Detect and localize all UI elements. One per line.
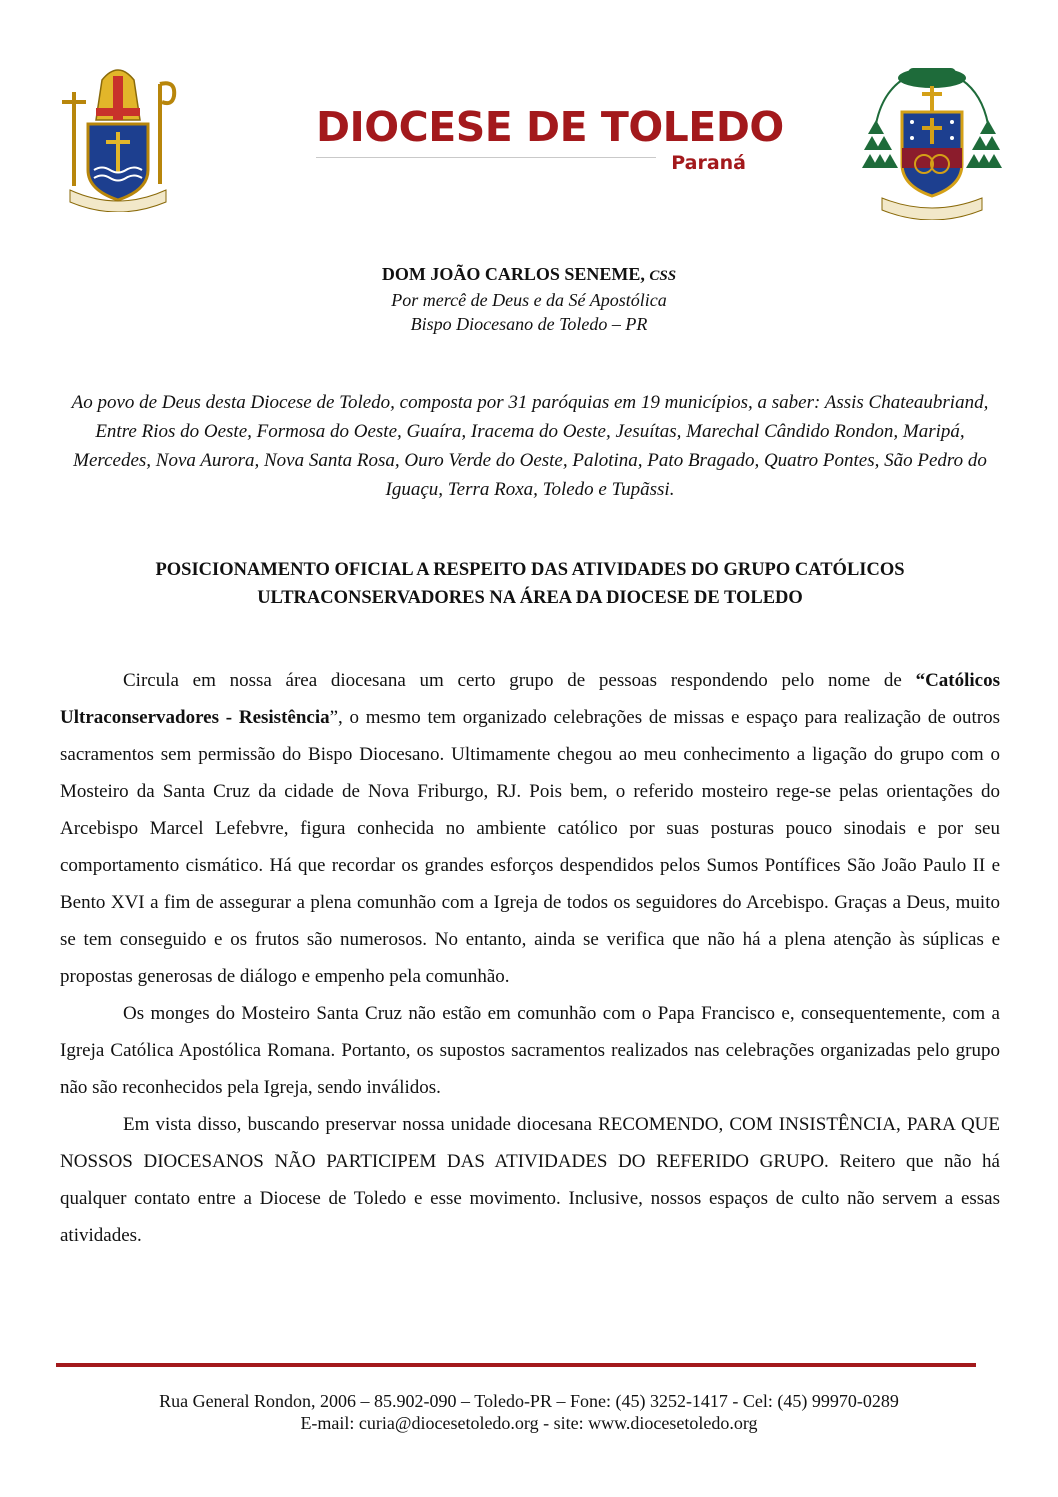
paragraph-1-text: ”, o mesmo tem organizado celebrações de missas e espaço para realização de outros sacramentos sem permissão do Bispo Diocesano. Ultimamente chegou ao meu conhecimento a ligação do grupo com o Mosteiro da Santa Cruz da cidade de Nova Friburgo, RJ. Pois bem, o referido mosteiro rege-se pelas orientações do Arcebispo Marcel Lefebvre, figura conhecida no ambiente católico por suas posturas pouco sinodais e por seu comportamento cismático. Há que recordar os grandes esforços despendidos pelos Sumos Pontífices São João Paulo II e Bento XVI a fim de assegurar a plena comunhão com a Igreja de todos os seguidores do Arcebispo. Graças a Deus, muito se tem conseguido e os frutos são numerosos. No entanto, ainda se verifica que não há a plena atenção às súplicas e propostas generosas de diálogo e empenho pela comunhão. — [60, 707, 1001, 987]
letterhead — [0, 0, 1058, 230]
body-paragraph-1 — [60, 662, 1000, 995]
document-title — [60, 556, 1000, 612]
group-name-emphasis: “Católicos Ultraconservadores - Resistência — [60, 670, 1000, 728]
address-to-people: Ao povo de Deus desta Diocese de Toledo, composta por 31 paróquias em 19 municípios, a saber: Assis Chateaubriand, Entre Rios do Oeste, Formosa do Oeste, Guaíra, Iracema do Oeste, Jesuítas, Marechal Cândido Rondon, Maripá, Mercedes, Nova Aurora, Nova Santa Rosa, Ouro Verde do Oeste, Palotina, Pato Bragado, Quatro Pontes, São Pedro do Iguaçu, Terra Roxa, Toledo e Tupãssi. — [71, 392, 989, 500]
footer-address: Rua General Rondon, 2006 – 85.902-090 – Toledo-PR – Fone: (45) 3252-1417 - Cel: (45) 99970-0289 — [159, 1391, 899, 1411]
footer-divider — [56, 1363, 976, 1367]
footer-email-site: E-mail: curia@diocesetoledo.org - site: www.diocesetoledo.org — [300, 1413, 758, 1433]
body-paragraph-2: Os monges do Mosteiro Santa Cruz não estão em comunhão com o Papa Francisco e, consequentemente, com a Igreja Católica Apostólica Romana. Portanto, os supostos sacramentos realizados nas celebrações organizadas pelo grupo não são reconhecidos pela Igreja, sendo inválidos. — [60, 1003, 1000, 1098]
footer-contact — [0, 1390, 1058, 1434]
bishop-title-line-2: Bispo Diocesano de Toledo – PR — [410, 314, 648, 334]
paragraph-1-intro: Circula em nossa área diocesana um certo grupo de pessoas respondendo pelo nome de — [123, 670, 916, 691]
diocese-coat-of-arms-icon — [862, 64, 1002, 220]
bishop-coat-of-arms-icon — [52, 62, 184, 212]
document-title-line-1: POSICIONAMENTO OFICIAL A RESPEITO DAS ATIVIDADES DO GRUPO CATÓLICOS — [155, 560, 905, 580]
brand-name: DIOCESE DE TOLEDO — [316, 103, 784, 151]
bishop-order: CSS — [649, 268, 677, 284]
diocese-brand — [316, 103, 784, 184]
bishop-name: DOM JOÃO CARLOS SENEME, — [381, 264, 645, 284]
brand-divider — [316, 157, 656, 158]
bishop-title-line-1: Por mercê de Deus e da Sé Apostólica — [391, 290, 667, 310]
document-body — [60, 662, 1000, 1254]
brand-subtitle: Paraná — [671, 152, 746, 174]
document-title-line-2: ULTRACONSERVADORES NA ÁREA DA DIOCESE DE TOLEDO — [257, 588, 803, 608]
body-paragraph-3: Em vista disso, buscando preservar nossa unidade diocesana RECOMENDO, COM INSISTÊNCIA, PARA QUE NOSSOS DIOCESANOS NÃO PARTICIPEM DAS ATIVIDADES DO REFERIDO GRUPO. Reitero que não há qualquer contato entre a Diocese de Toledo e esse movimento. Inclusive, nossos espaços de culto não servem a essas atividades. — [60, 1114, 1000, 1246]
bishop-heading — [0, 262, 1058, 336]
